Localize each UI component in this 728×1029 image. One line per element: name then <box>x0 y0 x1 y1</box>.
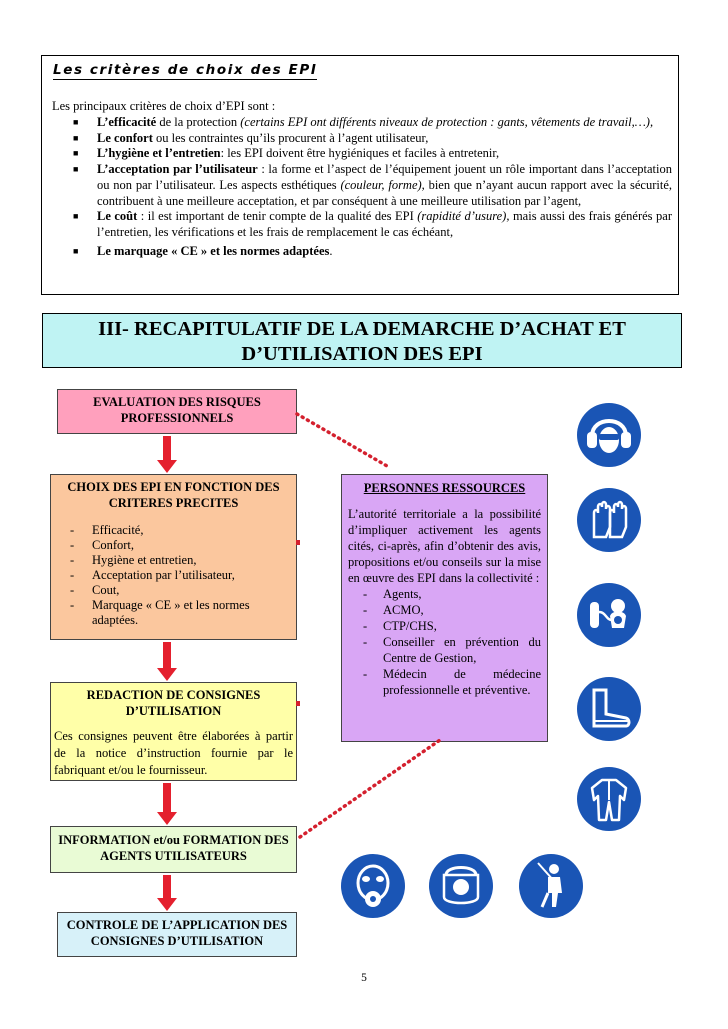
resources-title: PERSONNES RESSOURCES <box>363 481 526 495</box>
controle-title: CONTROLE DE L’APPLICATION DES CONSIGNES D’UTILISATION <box>66 918 288 948</box>
criteria-item: ■ Le coût : il est important de tenir compte de la qualité des EPI (rapidité d’usure), mais aussi des frais générés par l’entretien, les vérifications et les frais de remplacement le cas échéant, <box>70 209 672 240</box>
safety-boots-icon <box>576 676 642 742</box>
criteria-item: ■ L’efficacité de la protection (certains EPI ont différents niveaux de protection : gants, vêtements de travail,…), <box>70 115 672 131</box>
resources-text: L’autorité territoriale a la possibilité d’impliquer activement les agents cités, ci-après, afin d’obtenir des avis, propositions et/ou conseils sur la mise en œuvre des EPI dans la collectivité : <box>348 507 541 585</box>
list-item: - Cout, <box>67 583 290 598</box>
evaluation-title: EVALUATION DES RISQUES PROFESSIONNELS <box>93 395 261 425</box>
redaction-text: Ces consignes peuvent être élaborées à partir de la notice d’instruction fournie par le fabriquant et/ou le fournisseur. <box>54 729 293 777</box>
face-shield-icon <box>428 853 494 919</box>
criteria-item: ■ L’hygiène et l’entretien: les EPI doivent être hygiéniques et faciles à entretenir, <box>70 146 672 162</box>
gloves-icon <box>576 487 642 553</box>
list-item: - Efficacité, <box>67 523 290 538</box>
harness-icon <box>518 853 584 919</box>
connector-stub <box>296 540 300 545</box>
protective-suit-icon <box>576 766 642 832</box>
choix-title: CHOIX DES EPI EN FONCTION DES CRITERES PRECITES <box>67 480 280 510</box>
redaction-title: REDACTION DE CONSIGNES D’UTILISATION <box>86 688 261 718</box>
criteria-title: Les critères de choix des EPI <box>53 62 318 78</box>
list-item: - Confort, <box>67 538 290 553</box>
list-item: - Marquage « CE » et les normes adaptées. <box>67 598 290 628</box>
gas-mask-icon <box>340 853 406 919</box>
hearing-protection-icon <box>576 402 642 468</box>
list-item: - Agents, <box>372 586 541 602</box>
breathing-apparatus-icon <box>576 582 642 648</box>
page-number: 5 <box>361 972 367 984</box>
list-item: - Conseiller en prévention du Centre de Gestion, <box>372 634 541 666</box>
list-item: - CTP/CHS, <box>372 618 541 634</box>
information-title: INFORMATION et/ou FORMATION DES AGENTS UTILISATEURS <box>58 833 289 863</box>
list-item: - Acceptation par l’utilisateur, <box>67 568 290 583</box>
dotted-connector <box>300 740 440 837</box>
connector-stub <box>296 701 300 706</box>
list-item: - Hygiène et entretien, <box>67 553 290 568</box>
criteria-item: ■ L’acceptation par l’utilisateur : la forme et l’aspect de l’équipement jouent un rôle important dans l’acceptation ou non par l’utilisateur. Les aspects esthétiques (couleur, forme), bien que n’ayant aucun rapport avec la sécurité, contribuent à une meilleure acceptation, et par conséquent à une meilleure utilisation par l’agent, <box>70 162 672 209</box>
criteria-intro: Les principaux critères de choix d’EPI sont : <box>52 99 276 113</box>
list-item: - Médecin de médecine professionnelle et préventive. <box>372 666 541 698</box>
list-item: - ACMO, <box>372 602 541 618</box>
criteria-item: ■ Le marquage « CE » et les normes adaptées. <box>70 244 672 260</box>
criteria-item: ■ Le confort ou les contraintes qu’ils procurent à l’agent utilisateur, <box>70 131 672 147</box>
dotted-connector <box>297 414 387 466</box>
section-banner: III- RECAPITULATIF DE LA DEMARCHE D’ACHAT ET D’UTILISATION DES EPI <box>42 313 682 368</box>
